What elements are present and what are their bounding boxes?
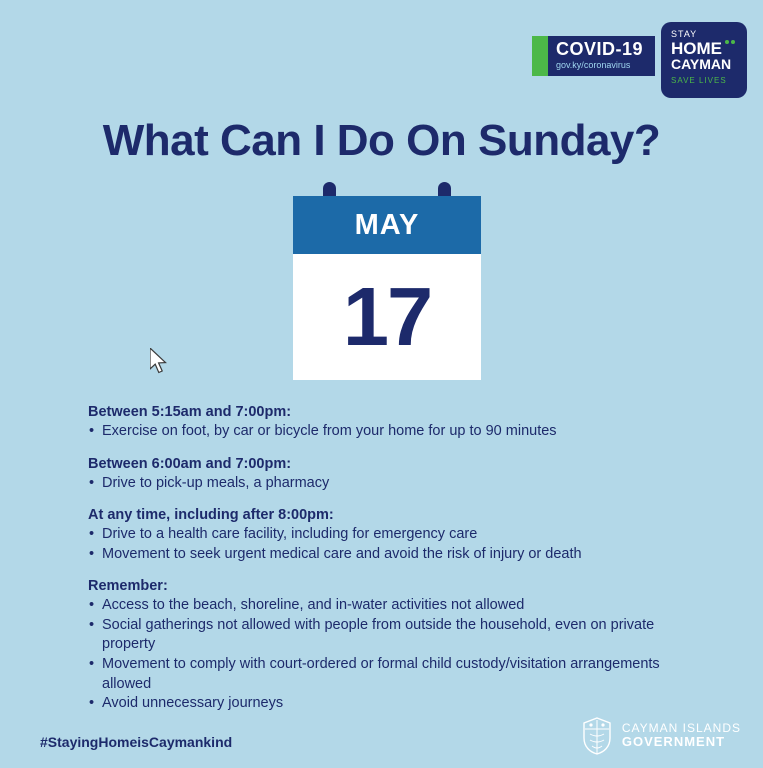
calendar-graphic: [293, 196, 481, 380]
dots-icon: [723, 31, 735, 49]
guidance-section: [88, 404, 688, 442]
section-title: Remember:: [88, 578, 168, 595]
mouse-cursor-icon: [150, 348, 170, 376]
stay-home-line1: STAY: [671, 29, 698, 39]
section-title: At any time, including after 8:00pm:: [88, 507, 334, 524]
covid-19-badge: [532, 36, 655, 76]
guidance-section: [88, 507, 688, 564]
badge-group: [532, 22, 747, 98]
calendar-day: 17: [293, 254, 481, 380]
section-bullets: [88, 596, 688, 713]
gov-line-1: CAYMAN ISLANDS: [621, 721, 741, 736]
list-item: • Drive to a health care facility, including for emergency care: [88, 525, 688, 545]
list-item: • Movement to comply with court-ordered or formal child custody/visitation arrangements allowed: [88, 655, 688, 694]
stay-home-line3: CAYMAN: [671, 56, 732, 73]
list-item: • Avoid unnecessary journeys: [88, 694, 688, 714]
gov-line-2: GOVERNMENT: [621, 734, 726, 750]
covid-badge-title: COVID-19: [555, 39, 643, 60]
section-bullets: [88, 525, 688, 564]
government-logo-text: [622, 722, 741, 749]
section-title: Between 6:00am and 7:00pm:: [88, 455, 292, 472]
hashtag-text: #StayingHomeisCaymankind: [40, 734, 233, 750]
stay-home-cayman-badge: [661, 22, 747, 98]
guidance-section: [88, 578, 688, 713]
covid-badge-body: [548, 36, 655, 76]
stay-home-line4: SAVE LIVES: [671, 75, 727, 85]
page-title: What Can I Do On Sunday?: [102, 116, 661, 165]
stay-home-line2: HOME: [671, 39, 722, 58]
guidance-list: [88, 404, 688, 728]
section-bullets: [88, 422, 688, 442]
list-item: • Access to the beach, shoreline, and in-water activities not allowed: [88, 596, 688, 616]
covid-badge-green-bar: [532, 36, 548, 76]
section-bullets: [88, 474, 688, 494]
covid-badge-url: gov.ky/coronavirus: [555, 60, 631, 71]
list-item: • Social gatherings not allowed with people from outside the household, even on private property: [88, 616, 688, 655]
government-logo: [580, 716, 741, 756]
list-item: • Movement to seek urgent medical care and avoid the risk of injury or death: [88, 545, 688, 565]
crest-icon: [580, 716, 614, 756]
section-title: Between 5:15am and 7:00pm:: [88, 404, 292, 420]
list-item: • Exercise on foot, by car or bicycle from your home for up to 90 minutes: [88, 422, 688, 442]
list-item: • Drive to pick-up meals, a pharmacy: [88, 474, 688, 494]
guidance-section: [88, 456, 688, 494]
calendar-month: MAY: [293, 196, 481, 254]
